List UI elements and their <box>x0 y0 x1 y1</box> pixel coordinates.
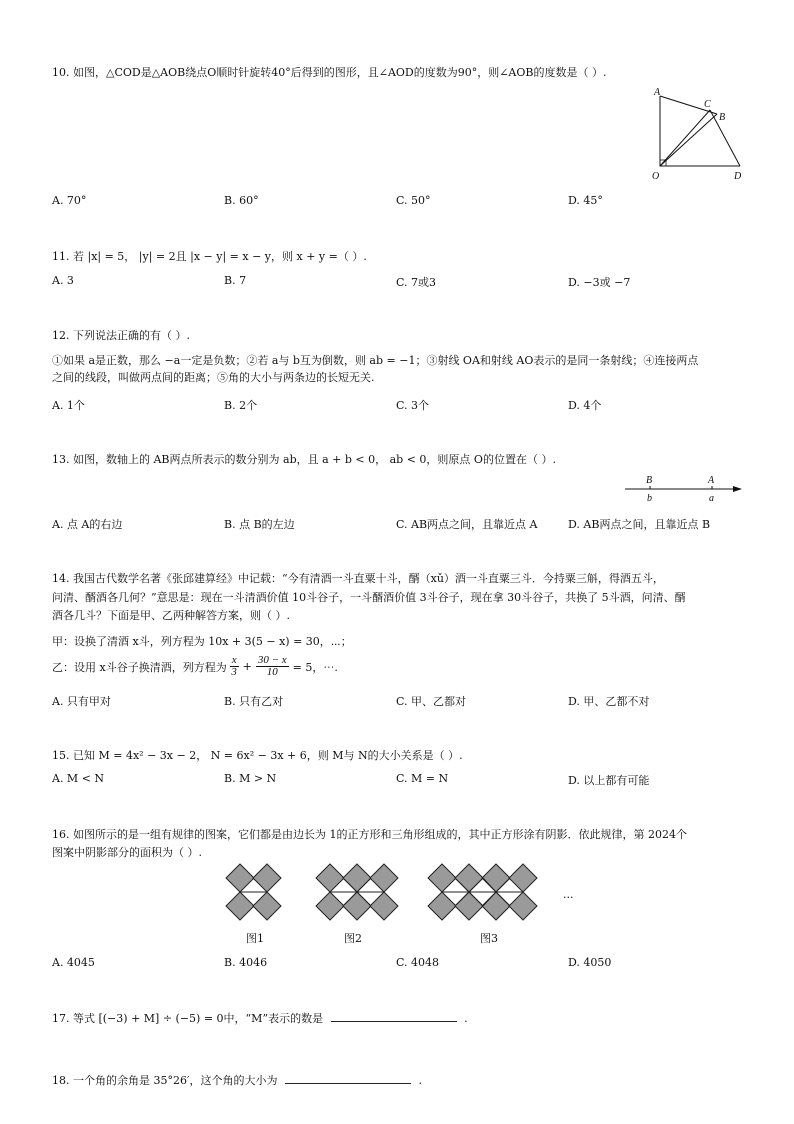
q13-label-a-top: A <box>708 475 715 486</box>
q16-option-b[interactable]: B. 4046 <box>224 956 268 969</box>
q14-yi-frac1-num: x <box>231 654 237 666</box>
q14-yi <box>52 655 338 678</box>
q14-option-d[interactable]: D. 甲、乙都不对 <box>568 695 650 708</box>
q10-option-d[interactable]: D. 45° <box>568 194 603 207</box>
q17-stem <box>52 1010 468 1026</box>
q14-yi-frac1 <box>230 655 239 678</box>
q13-option-a[interactable]: A. 点 A的右边 <box>52 518 123 531</box>
q10-stem: 10. 如图，△COD是△AOB绕点O顺时针旋转40°后得到的图形，且∠AOD的度数为90°，则∠AOB的度数是（ ）. <box>52 66 607 79</box>
q11-stem: 11. 若 |x| = 5， |y| = 2且 |x − y| = x − y，则 x + y =（ ）. <box>52 250 367 263</box>
q18-stem <box>52 1072 422 1088</box>
q16-ellipsis: ... <box>563 888 574 901</box>
q12-option-d[interactable]: D. 4个 <box>568 399 602 412</box>
q10-label-a: A <box>654 87 661 98</box>
q10-option-a[interactable]: A. 70° <box>52 194 87 207</box>
q15-option-b[interactable]: B. M > N <box>224 772 277 785</box>
q12-body-line1: ①如果 a是正数，那么 −a一定是负数；②若 a与 b互为倒数，则 ab = −1；③射线 OA和射线 AO表示的是同一条射线；④连接两点 <box>52 354 699 367</box>
q11-option-b[interactable]: B. 7 <box>224 274 247 287</box>
q13-stem: 13. 如图，数轴上的 AB两点所表示的数分别为 ab，且 a + b < 0， ab < 0，则原点 O的位置在（ ）. <box>52 453 556 466</box>
q14-yi-frac2-num: 30 − x <box>257 654 287 666</box>
q12-body-line2: 之间的线段，叫做两点间的距离；⑤角的大小与两条边的长短无关. <box>52 371 375 384</box>
q14-yi-frac2 <box>256 655 289 678</box>
q13-label-a: a <box>709 493 714 504</box>
q12-stem: 12. 下列说法正确的有（ ）. <box>52 329 190 342</box>
q14-yi-plus: + <box>242 660 252 673</box>
q18-answer-blank[interactable] <box>285 1073 411 1084</box>
q16-caption-2: 图2 <box>344 932 362 945</box>
q16-caption-3: 图3 <box>480 932 498 945</box>
q16-pattern-figures <box>220 862 580 924</box>
q15-option-a[interactable]: A. M < N <box>52 772 105 785</box>
q10-figure <box>645 86 745 186</box>
q16-caption-1: 图1 <box>246 932 264 945</box>
q13-label-b: b <box>647 493 652 504</box>
q12-option-a[interactable]: A. 1个 <box>52 399 85 412</box>
q14-option-a[interactable]: A. 只有甲对 <box>52 695 111 708</box>
q17-stem-prefix: 17. 等式 [(−3) + M] ÷ (−5) = 0中，“M”表示的数是 <box>52 1012 324 1025</box>
q12-option-c[interactable]: C. 3个 <box>396 399 430 412</box>
q16-option-a[interactable]: A. 4045 <box>52 956 95 969</box>
q18-stem-suffix: . <box>418 1074 422 1087</box>
q10-label-b: B <box>719 112 726 123</box>
q11-option-c[interactable]: C. 7或3 <box>396 276 437 289</box>
q13-option-c[interactable]: C. AB两点之间，且靠近点 A <box>396 518 538 531</box>
q16-stem-line2: 图案中阴影部分的面积为（ ）. <box>52 846 202 859</box>
q13-option-d[interactable]: D. AB两点之间，且靠近点 B <box>568 518 711 531</box>
q15-stem: 15. 已知 M = 4x² − 3x − 2， N = 6x² − 3x + 6，则 M与 N的大小关系是（ ）. <box>52 749 463 762</box>
q12-option-b[interactable]: B. 2个 <box>224 399 258 412</box>
q14-stem-line1: 14. 我国古代数学名著《张邱建算经》中记载：“今有清酒一斗直粟十斗，醑（xǔ）酒一斗直粟三斗．今持粟三斛，得酒五斗， <box>52 572 664 585</box>
q17-stem-suffix: . <box>464 1012 468 1025</box>
q15-option-d[interactable]: D. 以上都有可能 <box>568 774 650 787</box>
q11-option-a[interactable]: A. 3 <box>52 274 74 287</box>
q10-label-c: C <box>704 99 711 110</box>
q10-label-o: O <box>652 171 660 182</box>
q10-option-c[interactable]: C. 50° <box>396 194 431 207</box>
q13-label-b-top: B <box>646 475 653 486</box>
q14-jia: 甲：设换了清酒 x斗，列方程为 10x + 3(5 − x) = 30，⋯； <box>52 635 352 648</box>
q14-option-c[interactable]: C. 甲、乙都对 <box>396 695 467 708</box>
q17-answer-blank[interactable] <box>331 1011 457 1022</box>
q13-option-b[interactable]: B. 点 B的左边 <box>224 518 295 531</box>
q10-label-d: D <box>734 171 742 182</box>
q14-yi-suffix: = 5，⋯. <box>292 660 338 674</box>
q14-option-b[interactable]: B. 只有乙对 <box>224 695 284 708</box>
q18-stem-prefix: 18. 一个角的余角是 35°26′，这个角的大小为 <box>52 1074 278 1087</box>
q14-yi-frac2-den: 10 <box>266 666 278 678</box>
q14-yi-frac1-den: 3 <box>231 666 237 678</box>
q15-option-c[interactable]: C. M = N <box>396 772 449 785</box>
q14-stem-line3: 酒各几斗？下面是甲、乙两种解答方案，则（ ）. <box>52 609 290 622</box>
q13-number-line <box>620 472 745 504</box>
q10-option-b[interactable]: B. 60° <box>224 194 259 207</box>
q16-option-d[interactable]: D. 4050 <box>568 956 612 969</box>
q16-option-c[interactable]: C. 4048 <box>396 956 440 969</box>
q14-stem-line2: 问清、醑酒各几何？”意思是：现在一斗清酒价值 10斗谷子，一斗醑酒价值 3斗谷子，现在拿 30斗谷子，共换了 5斗酒，问清、醑 <box>52 591 686 604</box>
q16-stem-line1: 16. 如图所示的是一组有规律的图案，它们都是由边长为 1的正方形和三角形组成的，其中正方形涂有阴影．依此规律，第 2024个 <box>52 828 687 841</box>
q14-yi-prefix: 乙：设用 x斗谷子换清酒，列方程为 <box>52 660 227 674</box>
q11-option-d[interactable]: D. −3或 −7 <box>568 276 631 289</box>
